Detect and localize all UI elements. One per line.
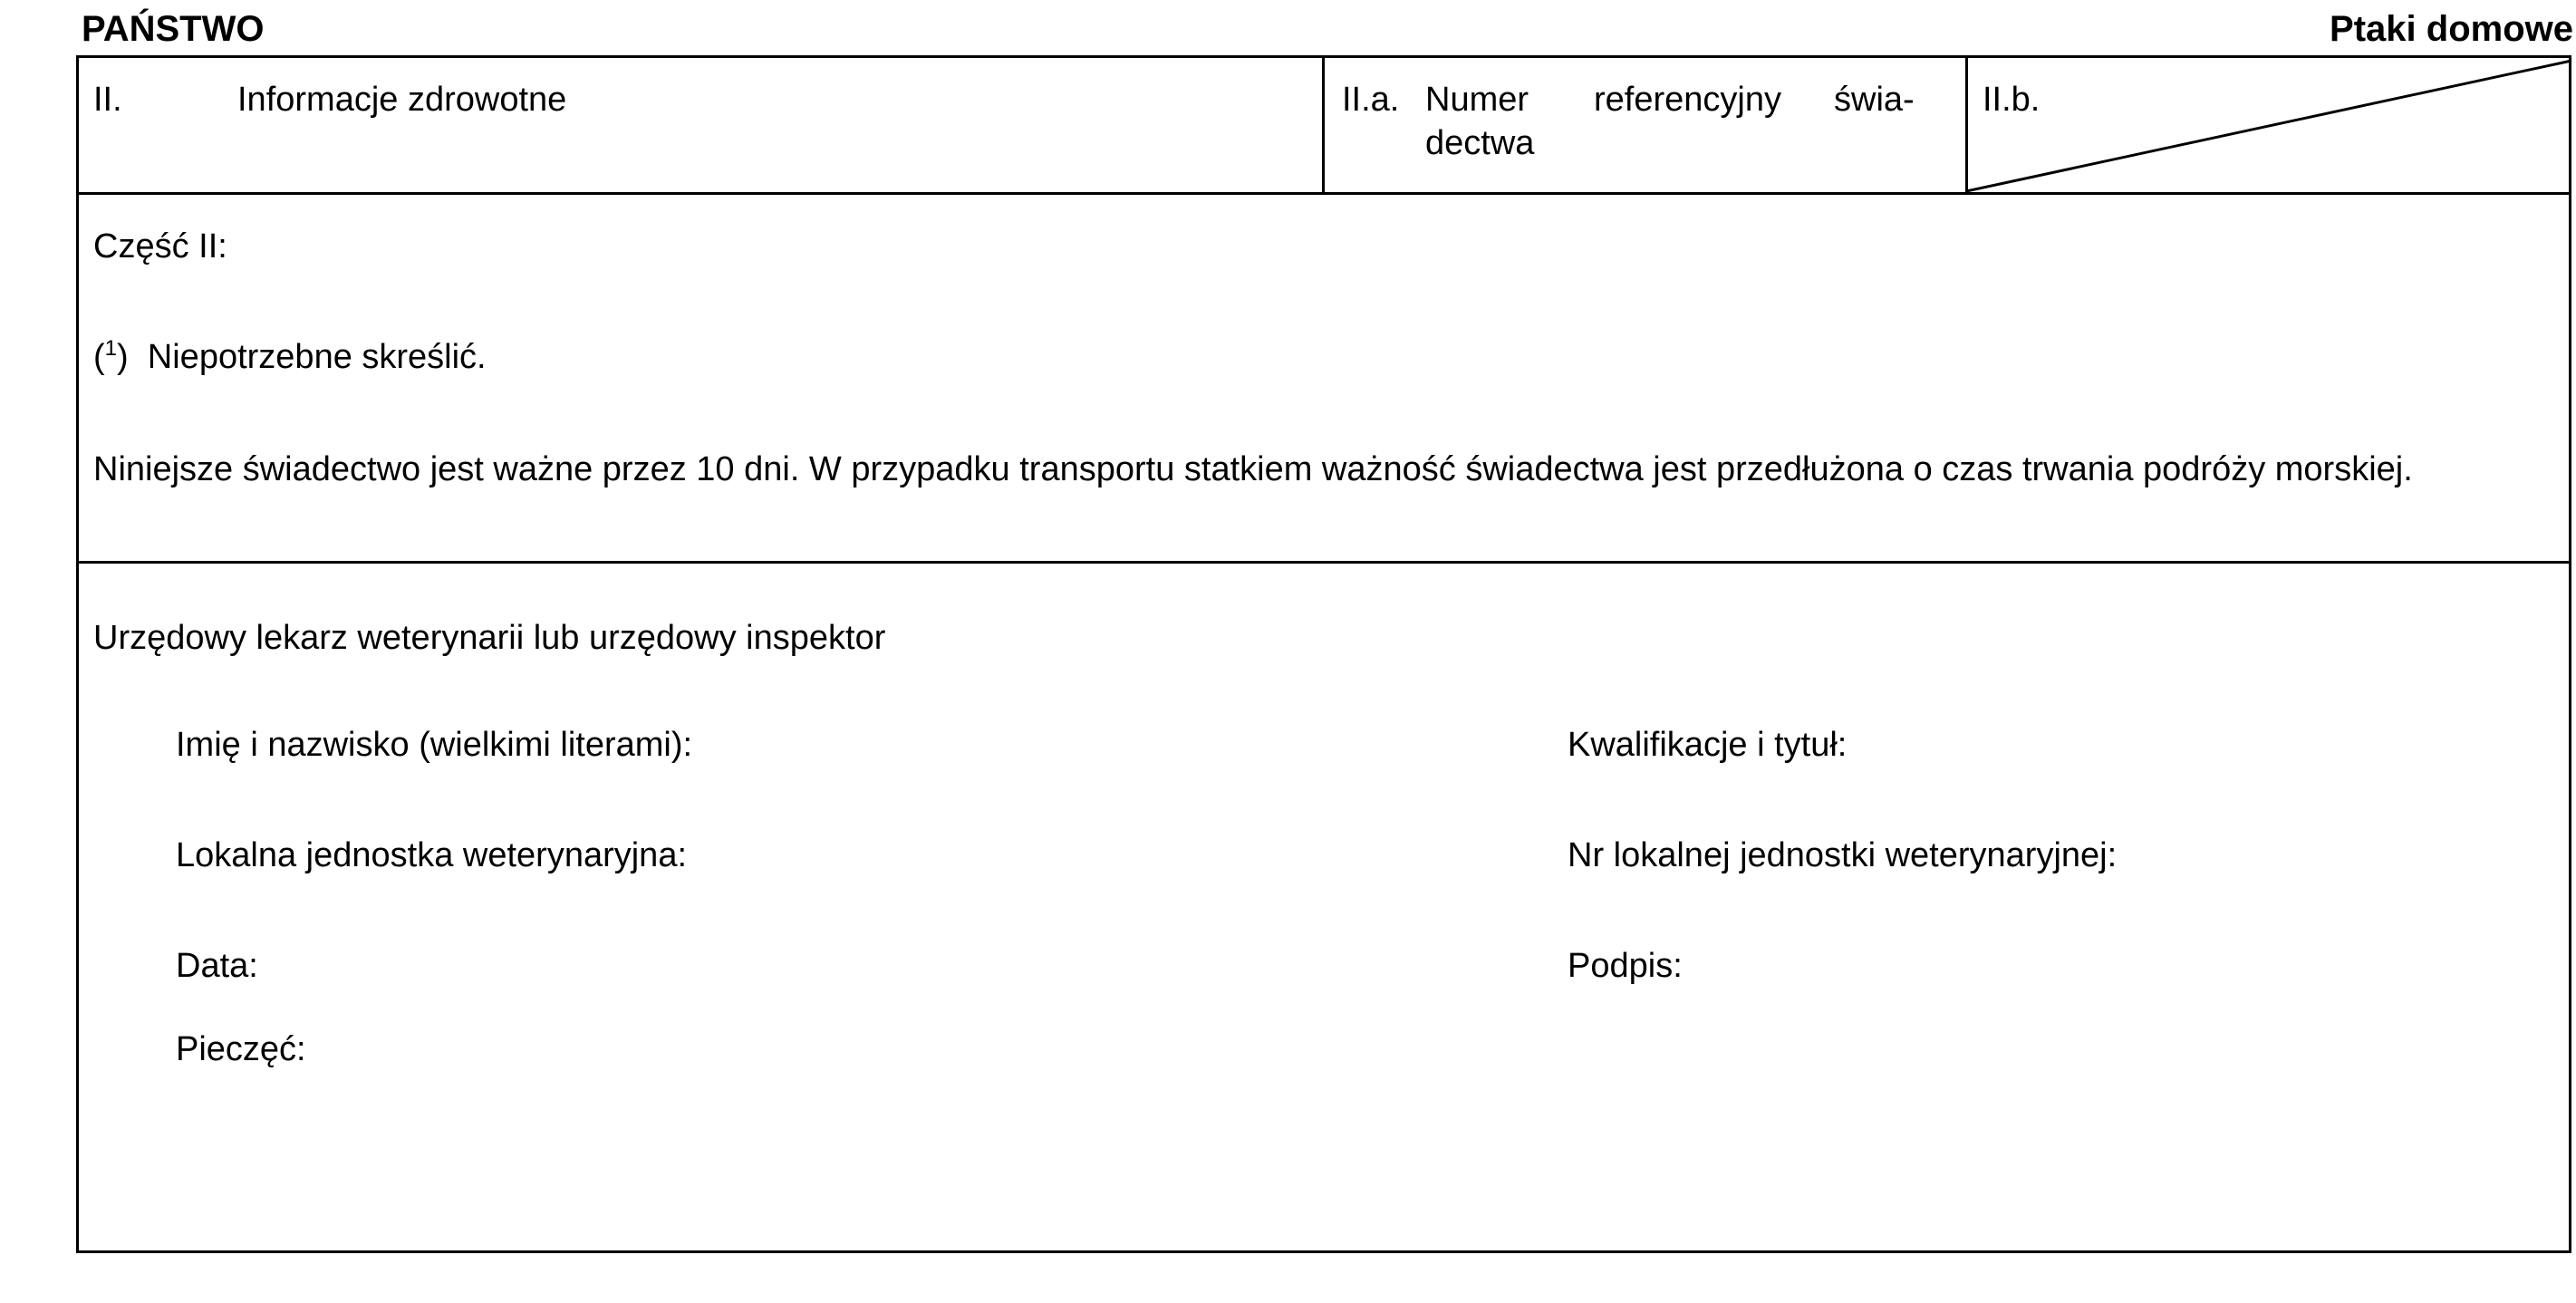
qualification-label: Kwalifikacje i tytuł: [1568,726,1848,764]
section-title: Informacje zdrowotne [237,81,567,119]
official-title: Urzędowy lekarz weterynarii lub urzędowy inspektor [93,619,886,657]
reference-label-word: Numer [1425,81,1529,119]
country-heading: PAŃSTWO [82,9,265,49]
footnote-mark: 1 [104,336,118,361]
section-number: II. [93,81,122,119]
row-divider [79,561,2569,564]
reference-label-word: świa- [1834,81,1915,119]
footnote-text: Niepotrzebne skreślić. [147,338,487,376]
reference-label-word: referencyjny [1594,81,1781,119]
signature-label: Podpis: [1568,947,1683,985]
part-title: Część II: [93,227,227,265]
certificate-frame [76,55,2571,1253]
local-unit-label: Lokalna jednostka weterynaryjna: [176,836,688,874]
category-heading: Ptaki domowe [2330,9,2573,49]
iib-label: II.b. [1983,81,2041,119]
diagonal-strike-line [1966,58,2574,194]
stamp-label: Pieczęć: [176,1030,306,1068]
date-label: Data: [176,947,258,985]
validity-statement: Niniejsze świadectwo jest ważne przez 10 dni. W przypadku transportu statkiem ważność świadectwa jest przedłużona o czas trwania podróży morskiej. [93,450,2413,488]
name-label: Imię i nazwisko (wielkimi literami): [176,726,693,764]
reference-label-number: II.a. [1342,81,1400,119]
column-divider [1322,58,1325,194]
reference-label-continuation: dectwa [1425,124,1535,162]
footnote: ($^1$) Niepotrzebne skreślić. [93,336,487,376]
local-unit-number-label: Nr lokalnej jednostki weterynaryjnej: [1568,836,2118,874]
